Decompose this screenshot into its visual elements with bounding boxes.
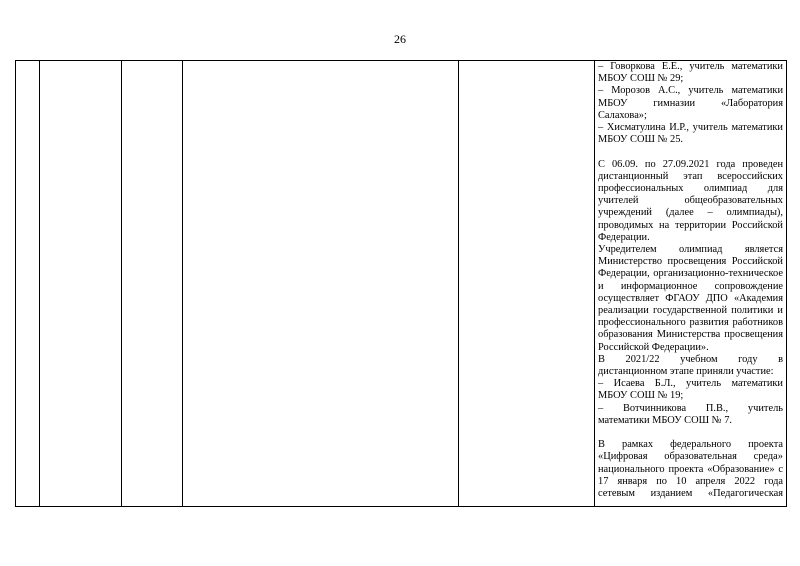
column-divider — [39, 61, 40, 506]
paragraph-gap — [598, 146, 783, 158]
last-column-cell — [598, 61, 783, 500]
paragraph: Учредителем олимпиад является Министерство просвещения Российской Федерации, организационно-техническое и информационное сопровождение осуществляет ФГАОУ ДПО «Академия реализации государственной политики и профессионального развития работников образования Министерства просвещения Российской Федерации». — [598, 244, 783, 353]
paragraph: – Вотчинникова П.В., учитель математики МБОУ СОШ № 7. — [598, 402, 783, 426]
paragraph: – Исаева Б.Л., учитель математики МБОУ СОШ № 19; — [598, 378, 783, 402]
paragraph: – Морозов А.С., учитель математики МБОУ гимназии «Лаборатория Салахова»; — [598, 85, 783, 121]
document-table — [15, 60, 787, 507]
column-divider — [594, 61, 595, 506]
paragraph: – Говоркова Е.Е., учитель математики МБОУ СОШ № 29; — [598, 61, 783, 85]
paragraph: – Хисматулина И.Р., учитель математики МБОУ СОШ № 25. — [598, 122, 783, 146]
paragraph: В рамках федерального проекта «Цифровая образовательная среда» национального проекта «Образование» с 17 января по 10 апреля 2022 года сетевым изданием «Педагогическая — [598, 439, 783, 500]
paragraph: В 2021/22 учебном году в дистанционном этапе приняли участие: — [598, 353, 783, 378]
column-divider — [182, 61, 183, 506]
page-number: 26 — [394, 32, 406, 46]
column-divider — [121, 61, 122, 506]
paragraph: С 06.09. по 27.09.2021 года проведен дистанционный этап всероссийских профессиональных олимпиад для учителей общеобразовательных учреждений (далее – олимпиады), проводимых на территории Российской Федерации. — [598, 158, 783, 243]
column-divider — [458, 61, 459, 506]
paragraph-gap — [598, 427, 783, 439]
